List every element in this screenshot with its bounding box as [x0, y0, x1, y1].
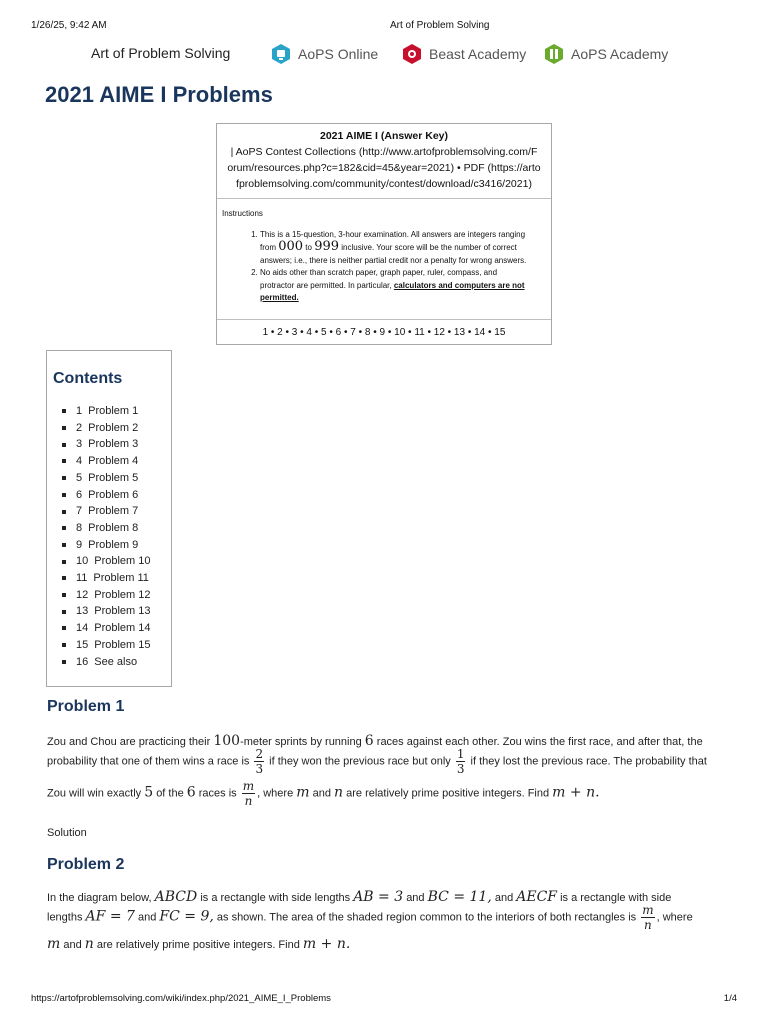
footer-page-number: 1/4	[723, 993, 737, 1004]
print-datetime: 1/26/25, 9:42 AM	[31, 20, 107, 31]
math-999: 999	[314, 239, 340, 254]
infobox-divider-2	[217, 319, 551, 320]
top-navigation	[0, 40, 768, 70]
footer-url: https://artofproblemsolving.com/wiki/index.php/2021_AIME_I_Problems	[31, 993, 331, 1004]
fraction-m-n: $\frac{m}{n}$	[242, 779, 255, 808]
nav-aops-academy-label: AoPS Academy	[571, 46, 669, 62]
beast-academy-icon	[402, 43, 422, 65]
toc-item[interactable]: 5 Problem 5	[62, 470, 151, 487]
toc-heading: Contents	[53, 370, 123, 387]
instructions	[222, 208, 543, 305]
nav-beast-academy[interactable]	[402, 43, 526, 65]
contest-infobox	[216, 123, 552, 345]
instruction-item-2: 2. No aids other than scratch paper, graph paper, ruler, compass, and protractor are permitted. In particular, calculators and computers are not permitted.	[260, 267, 543, 305]
problem-1-line-2: probability that one of them wins a race is $\frac{2}{3}$ if they won the previous race but only $\frac{1}{3}$ if they lost the previous race. The probability that	[47, 747, 707, 776]
instructions-list	[222, 229, 543, 305]
toc-item[interactable]: 10 Problem 10	[62, 553, 151, 570]
toc-item[interactable]: 7 Problem 7	[62, 503, 151, 520]
problem-2-line-3: m and n are relatively prime positive integers. Find m + n.	[47, 936, 351, 952]
toc-item[interactable]: 12 Problem 12	[62, 587, 151, 604]
infobox-header	[217, 124, 551, 192]
toc-item[interactable]: 14 Problem 14	[62, 620, 151, 637]
aops-online-icon	[271, 43, 291, 65]
infobox-collections-line-2[interactable]: orum/resources.php?c=182&cid=45&year=2021) • PDF (https://arto	[227, 162, 541, 174]
toc-item[interactable]: 16 See also	[62, 654, 151, 671]
problem-1-heading: Problem 1	[47, 698, 125, 715]
table-of-contents	[46, 350, 172, 687]
problem-2-heading: Problem 2	[47, 856, 125, 873]
aops-academy-icon	[544, 43, 564, 65]
fraction-1-3: $\frac{1}{3}$	[456, 747, 465, 776]
toc-item[interactable]: 3 Problem 3	[62, 436, 151, 453]
fraction-m-n: $\frac{m}{n}$	[642, 903, 654, 932]
problem-1-line-3: Zou will win exactly 5 of the 6 races is $\frac{m}{n}$ , where m and n are relatively prime positive integers. Find m + n.	[47, 779, 600, 808]
instruction-item-1: 1. This is a 15-question, 3-hour examination. All answers are integers ranging from 000 to 999 inclusive. Your score will be the number of correct answers; i.e., there is neither partial credit nor a penalty for wrong answers.	[260, 229, 543, 268]
problem-2-line-2: lengths AF = 7 and FC = 9, as shown. The area of the shaded region common to the interiors of both rectangles is $\frac{m}{n}$ , where	[47, 903, 693, 932]
toc-item[interactable]: 8 Problem 8	[62, 520, 151, 537]
toc-item[interactable]: 4 Problem 4	[62, 453, 151, 470]
infobox-title[interactable]: 2021 AIME I (Answer Key)	[320, 130, 448, 142]
infobox-divider	[217, 198, 551, 199]
toc-item[interactable]: 15 Problem 15	[62, 637, 151, 654]
infobox-pdf-line[interactable]: fproblemsolving.com/community/contest/download/c3416/2021)	[236, 178, 532, 190]
nav-aops-online-label: AoPS Online	[298, 46, 379, 62]
problem-1-solution-link[interactable]: Solution	[47, 827, 87, 839]
toc-item[interactable]: 11 Problem 11	[62, 570, 151, 587]
nav-aops-academy[interactable]	[544, 43, 668, 65]
brand-link[interactable]: Art of Problem Solving	[91, 45, 231, 61]
problem-1-line-1: Zou and Chou are practicing their 100-meter sprints by running 6 races against each other. Zou wins the first race, and after that, the	[47, 733, 703, 749]
toc-item[interactable]: 9 Problem 9	[62, 537, 151, 554]
problem-links[interactable]: 1 • 2 • 3 • 4 • 5 • 6 • 7 • 8 • 9 • 10 • 11 • 12 • 13 • 14 • 15	[262, 327, 506, 338]
toc-item[interactable]: 13 Problem 13	[62, 603, 151, 620]
infobox-collections-line[interactable]: | AoPS Contest Collections (http://www.artofproblemsolving.com/F	[230, 146, 538, 158]
problem-2-line-1: In the diagram below, ABCD is a rectangle with side lengths AB = 3 and BC = 11, and AECF is a rectangle with side	[47, 889, 672, 905]
page-title: 2021 AIME I Problems	[45, 82, 273, 107]
nav-beast-academy-label: Beast Academy	[429, 46, 527, 62]
toc-item[interactable]: 6 Problem 6	[62, 487, 151, 504]
nav-aops-online[interactable]	[271, 43, 378, 65]
calculators-note: calculators and computers are not	[393, 280, 525, 290]
fraction-2-3: $\frac{2}{3}$	[255, 747, 264, 776]
toc-list	[62, 403, 151, 670]
instructions-label: Instructions	[222, 209, 263, 218]
toc-item[interactable]: 1 Problem 1	[62, 403, 151, 420]
math-000: 000	[278, 239, 304, 254]
print-title: Art of Problem Solving	[390, 20, 490, 31]
toc-item[interactable]: 2 Problem 2	[62, 420, 151, 437]
